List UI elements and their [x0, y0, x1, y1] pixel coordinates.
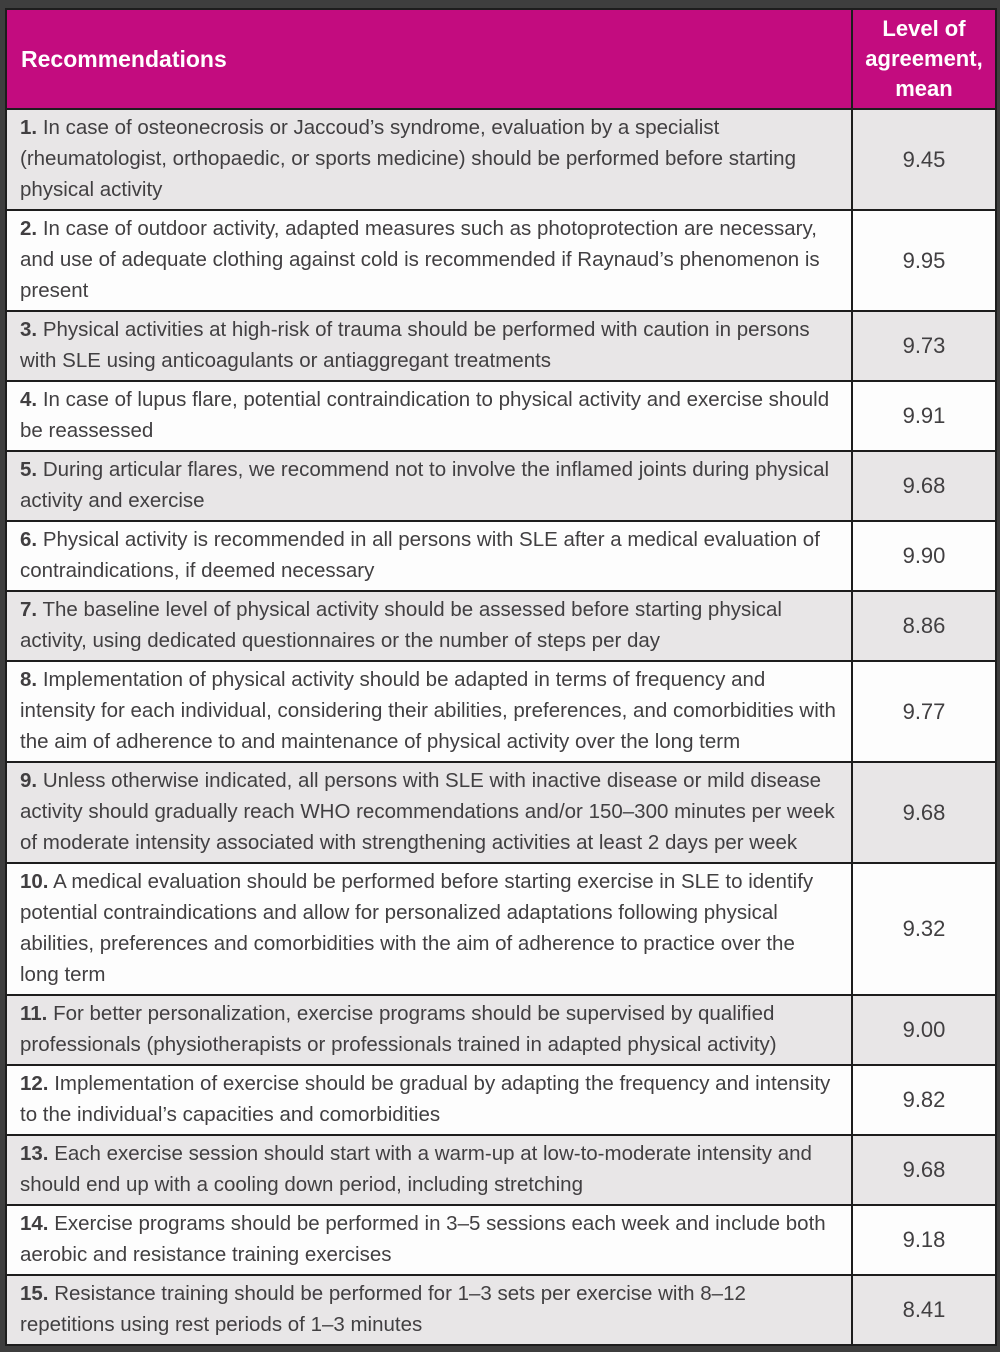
recommendation-text: In case of outdoor activity, adapted measures such as photoprotection are necessary, and use of adequate clothing against cold is recommended if Raynaud’s phenomenon is present	[20, 217, 820, 302]
recommendation-number: 8.	[20, 668, 38, 691]
agreement-score: 8.86	[852, 591, 996, 661]
recommendation-text: Unless otherwise indicated, all persons with SLE with inactive disease or mild disease activity should gradually reach WHO recommendations and/or 150–300 minutes per week of moderate intensity associated with strengthening activities at least 2 days per week	[20, 769, 835, 854]
table-row	[6, 109, 996, 210]
agreement-score: 9.00	[852, 995, 996, 1065]
agreement-score: 9.18	[852, 1205, 996, 1275]
table-header	[6, 9, 996, 109]
recommendation-cell	[6, 762, 852, 863]
recommendation-text: Exercise programs should be performed in 3–5 sessions each week and include both aerobic and resistance training exercises	[20, 1212, 826, 1266]
recommendation-cell	[6, 591, 852, 661]
agreement-score: 9.82	[852, 1065, 996, 1135]
agreement-score: 9.90	[852, 521, 996, 591]
recommendation-number: 13.	[20, 1142, 49, 1165]
table-row	[6, 381, 996, 451]
agreement-score: 9.68	[852, 762, 996, 863]
recommendation-number: 3.	[20, 318, 38, 341]
recommendation-text: Physical activities at high-risk of trauma should be performed with caution in persons with SLE using anticoagulants or antiaggregant treatments	[20, 318, 810, 372]
table-row	[6, 311, 996, 381]
recommendation-text: A medical evaluation should be performed before starting exercise in SLE to identify potential contraindications and allow for personalized adaptations following physical abilities, preferences and comorbidities with the aim of adherence to practice over the long term	[20, 870, 814, 986]
agreement-score: 9.73	[852, 311, 996, 381]
recommendation-cell	[6, 381, 852, 451]
recommendation-cell	[6, 311, 852, 381]
table-row	[6, 762, 996, 863]
table-row	[6, 451, 996, 521]
table-row	[6, 1135, 996, 1205]
table-row	[6, 1065, 996, 1135]
recommendation-cell	[6, 1275, 852, 1345]
table-row	[6, 1275, 996, 1345]
agreement-score: 9.77	[852, 661, 996, 762]
agreement-column-header: Level of agreement, mean	[852, 9, 996, 109]
recommendation-number: 11.	[20, 1002, 48, 1025]
recommendation-number: 12.	[20, 1072, 49, 1095]
recommendation-text: Implementation of exercise should be gradual by adapting the frequency and intensity to the individual’s capacities and comorbidities	[20, 1072, 831, 1126]
recommendation-cell	[6, 995, 852, 1065]
recommendation-text: Implementation of physical activity should be adapted in terms of frequency and intensity for each individual, considering their abilities, preferences, and comorbidities with the aim of adherence to and maintenance of physical activity over the long term	[20, 668, 836, 753]
recommendation-text: In case of lupus flare, potential contraindication to physical activity and exercise should be reassessed	[20, 388, 830, 442]
recommendation-cell	[6, 1135, 852, 1205]
recommendation-cell	[6, 210, 852, 311]
recommendation-number: 7.	[20, 598, 38, 621]
recommendation-cell	[6, 451, 852, 521]
recommendation-text: During articular flares, we recommend not to involve the inflamed joints during physical activity and exercise	[20, 458, 830, 512]
recommendation-number: 2.	[20, 217, 38, 240]
table-row	[6, 591, 996, 661]
recommendations-table	[5, 8, 997, 1346]
table-row	[6, 995, 996, 1065]
agreement-score: 9.68	[852, 1135, 996, 1205]
recommendation-cell	[6, 1205, 852, 1275]
recommendation-cell	[6, 863, 852, 995]
recommendation-number: 9.	[20, 769, 38, 792]
recommendation-number: 4.	[20, 388, 38, 411]
table-row	[6, 863, 996, 995]
header-row	[6, 9, 996, 109]
recommendation-number: 5.	[20, 458, 38, 481]
recommendation-number: 1.	[20, 116, 38, 139]
recommendation-text: Each exercise session should start with a warm-up at low-to-moderate intensity and should end up with a cooling down period, including stretching	[20, 1142, 812, 1196]
recommendation-cell	[6, 661, 852, 762]
agreement-score: 9.95	[852, 210, 996, 311]
recommendation-text: Physical activity is recommended in all persons with SLE after a medical evaluation of contraindications, if deemed necessary	[20, 528, 820, 582]
table-row	[6, 661, 996, 762]
recommendation-text: Resistance training should be performed for 1–3 sets per exercise with 8–12 repetitions using rest periods of 1–3 minutes	[20, 1282, 746, 1336]
agreement-score: 9.32	[852, 863, 996, 995]
recommendation-cell	[6, 109, 852, 210]
recommendation-number: 14.	[20, 1212, 49, 1235]
recommendation-cell	[6, 521, 852, 591]
recommendation-text: For better personalization, exercise programs should be supervised by qualified professionals (physiotherapists or professionals trained in adapted physical activity)	[20, 1002, 777, 1056]
agreement-score: 9.68	[852, 451, 996, 521]
table-body	[6, 109, 996, 1345]
recommendations-column-header: Recommendations	[6, 9, 852, 109]
agreement-score: 8.41	[852, 1275, 996, 1345]
recommendation-cell	[6, 1065, 852, 1135]
table-row	[6, 1205, 996, 1275]
table-row	[6, 521, 996, 591]
recommendation-number: 6.	[20, 528, 38, 551]
table-row	[6, 210, 996, 311]
recommendation-number: 10.	[20, 870, 49, 893]
recommendation-text: In case of osteonecrosis or Jaccoud’s syndrome, evaluation by a specialist (rheumatologist, orthopaedic, or sports medicine) should be performed before starting physical activity	[20, 116, 796, 201]
recommendation-number: 15.	[20, 1282, 49, 1305]
agreement-score: 9.91	[852, 381, 996, 451]
recommendation-text: The baseline level of physical activity should be assessed before starting physical activity, using dedicated questionnaires or the number of steps per day	[20, 598, 782, 652]
agreement-score: 9.45	[852, 109, 996, 210]
